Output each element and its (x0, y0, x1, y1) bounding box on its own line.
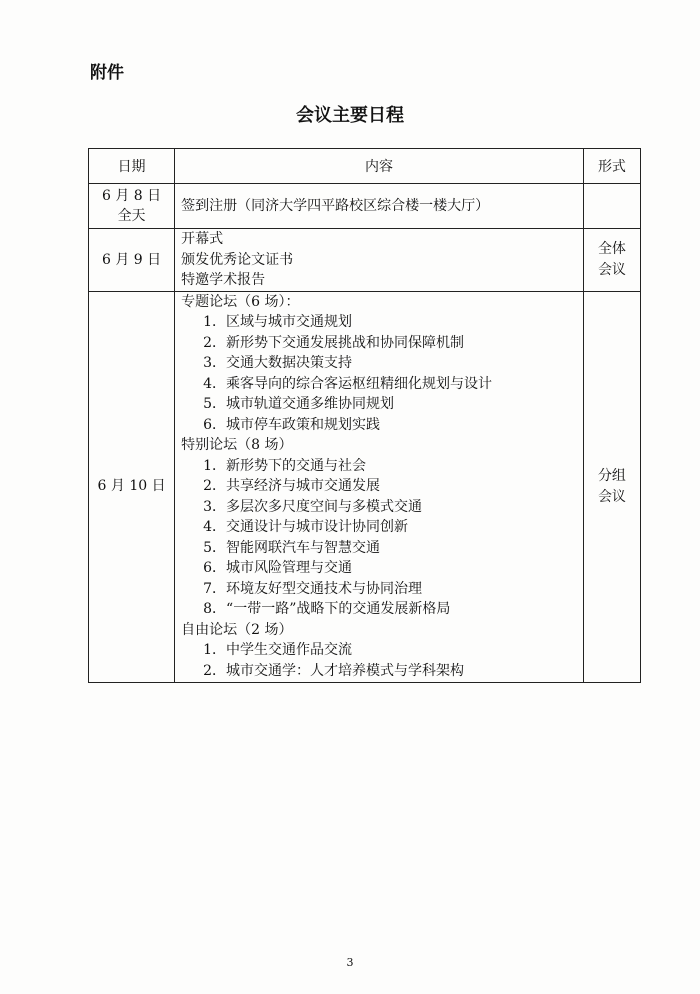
content-cell (175, 229, 584, 292)
page-number: 3 (346, 956, 354, 969)
section-heading: 专题论坛（6 场）： (181, 293, 300, 310)
content-line: 签到注册（同济大学四平路校区综合楼一楼大厅） (181, 197, 490, 214)
list-item: 1．新形势下的交通与社会 (203, 457, 367, 474)
table-row (89, 229, 641, 292)
date-cell (89, 184, 175, 229)
list-item: 4．乘客导向的综合客运枢纽精细化规划与设计 (203, 375, 493, 392)
list-item: 4．交通设计与城市设计协同创新 (203, 519, 409, 536)
content-line: 颁发优秀论文证书 (181, 251, 294, 268)
date-cell (89, 291, 175, 682)
table-header-row (89, 149, 641, 184)
date-text: 6 月 8 日 (101, 188, 162, 204)
list-item: 1．中学生交通作品交流 (203, 642, 353, 659)
format-cell (583, 229, 640, 292)
content-cell (175, 184, 584, 229)
column-header-format: 形式 (583, 149, 640, 184)
column-header-content: 内容 (175, 149, 584, 184)
format-cell (583, 184, 640, 229)
list-item: 2．共享经济与城市交通发展 (203, 478, 381, 495)
content-line: 特邀学术报告 (181, 272, 266, 288)
format-text: 分组 (597, 468, 626, 484)
table-row (89, 291, 641, 682)
section-heading: 特别论坛（8 场） (181, 437, 293, 454)
format-text: 全体 (597, 241, 626, 258)
list-item: 3．交通大数据决策支持 (203, 355, 353, 372)
list-item: 2．新形势下交通发展挑战和协同保障机制 (203, 334, 465, 351)
content-cell (175, 291, 584, 682)
attachment-label: 附件 (90, 63, 124, 83)
list-item: 6．城市风险管理与交通 (203, 560, 353, 577)
content-line: 开幕式 (181, 231, 224, 247)
schedule-table (88, 148, 641, 683)
date-text: 6 月 10 日 (97, 478, 166, 495)
page-title: 会议主要日程 (296, 105, 404, 126)
format-text: 会议 (597, 488, 626, 505)
list-item: 1．区域与城市交通规划 (203, 314, 353, 331)
format-cell (583, 291, 640, 682)
list-item: 8．“一带一路”战略下的交通发展新格局 (203, 601, 451, 618)
list-item: 2．城市交通学：人才培养模式与学科架构 (203, 662, 465, 679)
date-cell (89, 229, 175, 292)
list-item: 5．城市轨道交通多维协同规划 (203, 396, 395, 413)
section-heading: 自由论坛（2 场） (181, 621, 293, 638)
list-item: 3．多层次多尺度空间与多模式交通 (203, 498, 423, 515)
date-text: 6 月 9 日 (101, 251, 162, 268)
list-item: 7．环境友好型交通技术与协同治理 (203, 580, 423, 597)
format-text: 会议 (597, 261, 626, 278)
list-item: 6．城市停车政策和规划实践 (203, 416, 381, 433)
column-header-date: 日期 (89, 149, 175, 184)
date-text: 全天 (117, 208, 146, 224)
list-item: 5．智能网联汽车与智慧交通 (203, 539, 381, 556)
table-row (89, 184, 641, 229)
